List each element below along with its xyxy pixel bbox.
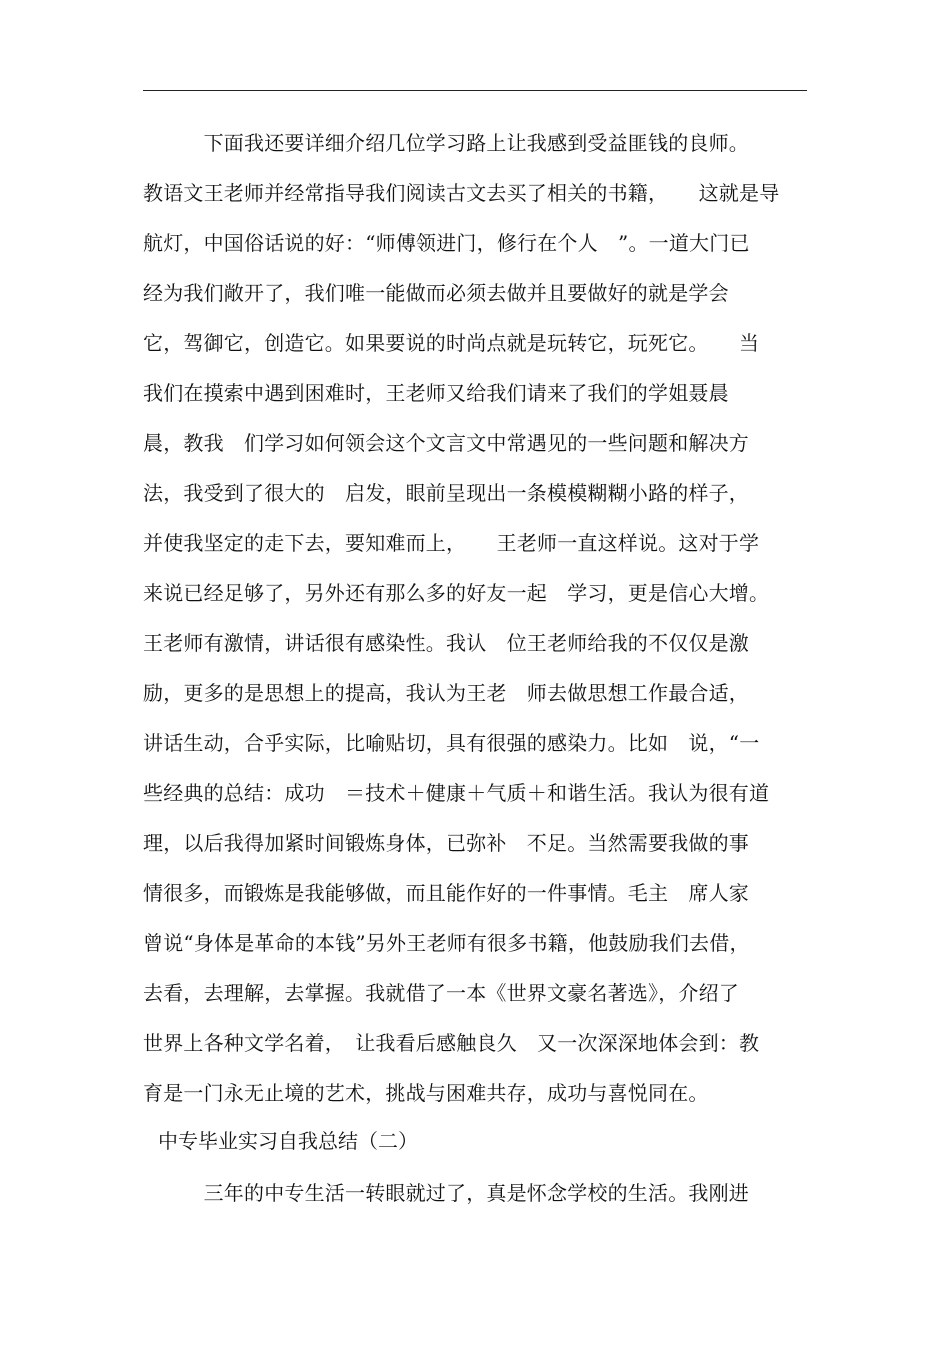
section-heading: 中专毕业实习自我总结（二） [158, 1129, 418, 1153]
paragraph-line: 晨，教我 们学习如何领会这个文言文中常遇见的一些问题和解决方 [143, 431, 749, 455]
paragraph-line: 世界上各种文学名着， 让我看后感触良久 又一次深深地体会到：教 [143, 1031, 760, 1055]
paragraph-line: 情很多，而锻炼是我能够做，而且能作好的一件事情。毛主 席人家 [143, 881, 749, 905]
paragraph-line: 并使我坚定的走下去，要知难而上， 王老师一直这样说。这对于学 [143, 531, 760, 555]
paragraph-line: 法，我受到了很大的 启发，眼前呈现出一条模模糊糊小路的样子， [143, 481, 749, 505]
paragraph-line: 曾说“身体是革命的本钱”另外王老师有很多书籍，他鼓励我们去借， [143, 931, 750, 955]
paragraph-line: 来说已经足够了，另外还有那么多的好友一起 学习，更是信心大增。 [143, 581, 770, 605]
paragraph-line: 下面我还要详细介绍几位学习路上让我感到受益匪钱的良师。 [143, 131, 749, 155]
paragraph-line: 它，驾御它，创造它。如果要说的时尚点就是玩转它，玩死它。 当 [143, 331, 760, 355]
paragraph-line: 航灯，中国俗话说的好：“师傅领进门，修行在个人 ”。一道大门已 [143, 231, 750, 255]
paragraph-line: 理，以后我得加紧时间锻炼身体，已弥补 不足。当然需要我做的事 [143, 831, 749, 855]
paragraph-line: 去看，去理解，去掌握。我就借了一本《世界文豪名著选》，介绍了 [143, 981, 739, 1005]
header-rule [143, 90, 807, 91]
paragraph-line: 讲话生动，合乎实际，比喻贴切，具有很强的感染力。比如 说，“一 [143, 731, 760, 755]
paragraph-line: 育是一门永无止境的艺术，挑战与困难共存，成功与喜悦同在。 [143, 1081, 709, 1105]
paragraph-line: 经为我们敞开了，我们唯一能做而必须去做并且要做好的就是学会 [143, 281, 729, 305]
paragraph-line: 三年的中专生活一转眼就过了，真是怀念学校的生活。我刚进 [143, 1181, 749, 1205]
paragraph-line: 王老师有激情，讲话很有感染性。我认 位王老师给我的不仅仅是激 [143, 631, 749, 655]
paragraph-line: 教语文王老师并经常指导我们阅读古文去买了相关的书籍， 这就是导 [143, 181, 780, 205]
paragraph-line: 励，更多的是思想上的提高，我认为王老 师去做思想工作最合适， [143, 681, 749, 705]
paragraph-line: 我们在摸索中遇到困难时，王老师又给我们请来了我们的学姐聂晨 [143, 381, 729, 405]
paragraph-line: 些经典的总结：成功 ＝技术＋健康＋气质＋和谐生活。我认为很有道 [143, 781, 770, 805]
